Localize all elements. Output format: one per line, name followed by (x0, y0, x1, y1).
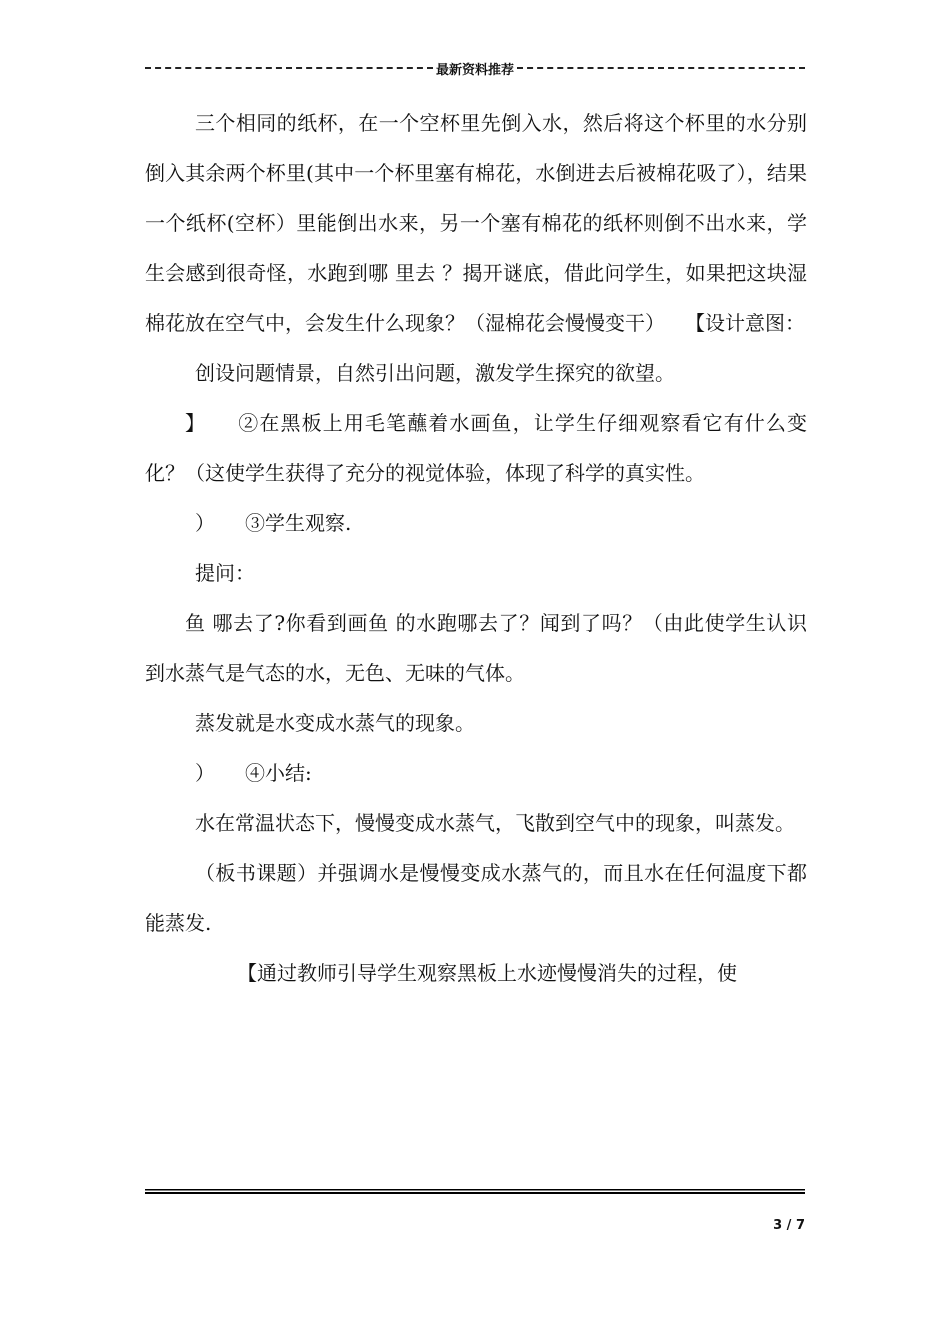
document-body (145, 98, 807, 998)
page-header (145, 58, 805, 78)
header-dashed-line-right (517, 67, 805, 69)
paragraph-question: 提问： (195, 561, 255, 585)
paragraph-design-intent: 创设问题情景，自然引出问题，激发学生探究的欲望。 (195, 361, 675, 385)
paragraph-evaporation-definition: 蒸发就是水变成水蒸气的现象。 (195, 711, 475, 735)
paragraph-summary: 水在常温状态下，慢慢变成水蒸气，飞散到空气中的现象，叫蒸发。 (195, 811, 795, 835)
paragraph-experiment: 三个相同的纸杯，在一个空杯里先倒入水，然后将这个杯里的水分别倒入其余两个杯里(其中一个杯里塞有棉花，水倒进去后被棉花吸了），结果一个纸杯(空杯）里能倒出水来，另一个塞有棉花的纸杯则倒不出水来，学生会感到很奇怪，水跑到哪 里去 ？揭开谜底，借此问学生，如果把这块湿棉花放在空气中，会发生什么现象？（湿棉花会慢慢变干） 【设计意图： (145, 111, 807, 335)
page-number: 3 / 7 (773, 1218, 805, 1233)
paragraph-fish: 鱼 哪去了?你看到画鱼 的水跑哪去了？闻到了吗？（由此使学生认识到水蒸气是气态的水，无色、无味的气体。 (145, 611, 807, 685)
paragraph-step-3: ） ③学生观察. (195, 511, 352, 535)
footer-rule (145, 1189, 805, 1194)
header-dashed-line-left (145, 67, 433, 69)
paragraph-step-4: ） ④小结: (195, 761, 312, 785)
paragraph-teacher-guidance: 【通过教师引导学生观察黑板上水迹慢慢消失的过程，使 (237, 961, 737, 985)
paragraph-blackboard-title: （板书课题）并强调水是慢慢变成水蒸气的，而且水在任何温度下都能蒸发. (145, 861, 807, 935)
paragraph-step-2: 】 ②在黑板上用毛笔蘸着水画鱼，让学生仔细观察看它有什么变化？（这使学生获得了充分的视觉体验，体现了科学的真实性。 (145, 411, 807, 485)
header-title: 最新资料推荐 (436, 62, 515, 78)
